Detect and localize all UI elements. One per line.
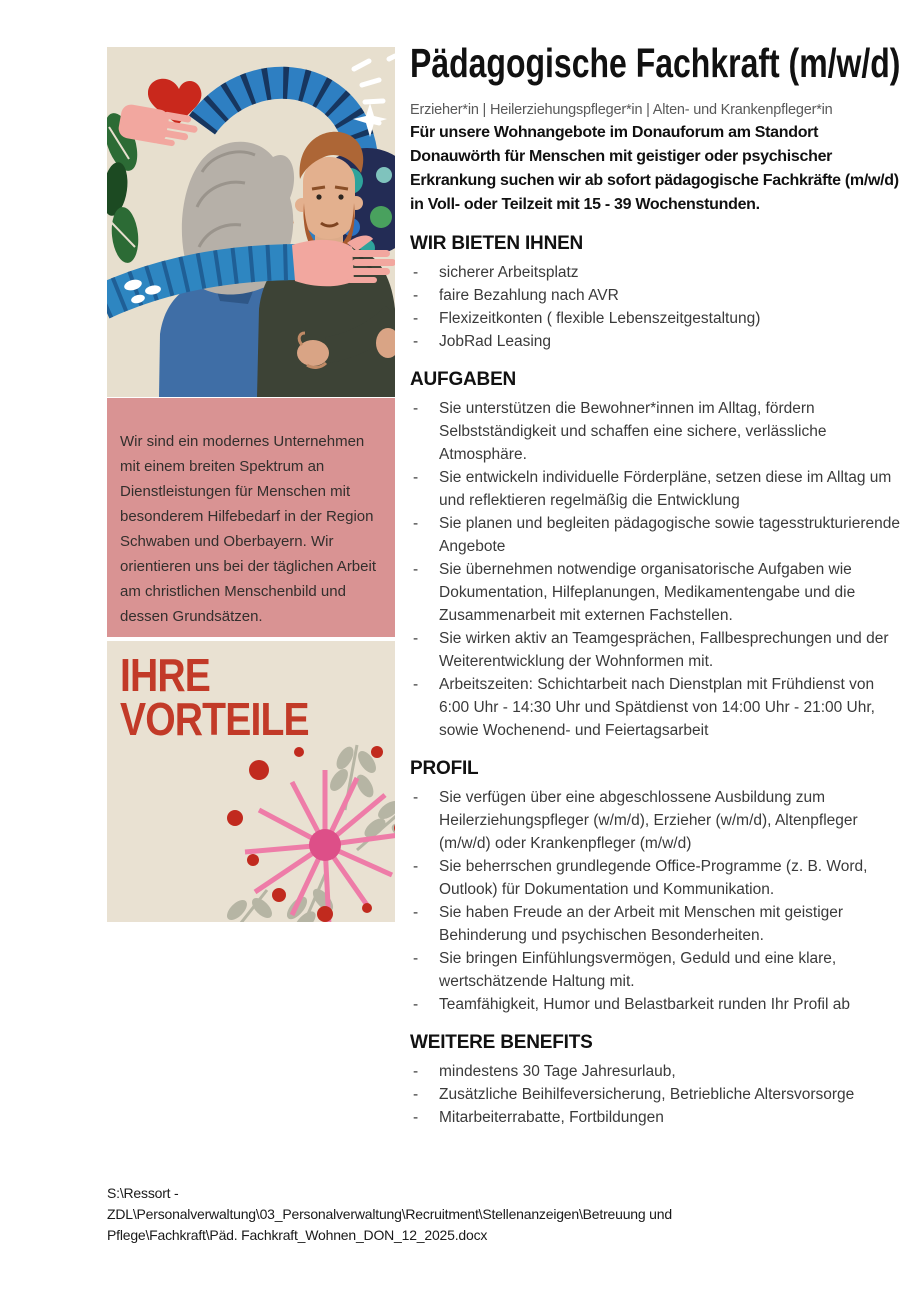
bullet-text: Flexizeitkonten ( flexible Lebenszeitgestaltung) [439,310,761,327]
bullet-text: sicherer Arbeitsplatz [439,264,579,281]
bullet-dash: - [413,904,419,921]
benefits-teaser-box [107,641,395,922]
bullet-text: Sie haben Freude an der Arbeit mit Menschen mit geistiger Behinderung und psychischen Besonderheiten. [439,904,844,944]
job-section [410,757,904,1016]
bullet-dash: - [413,676,419,693]
bullet-text: Sie beherrschen grundlegende Office-Programme (z. B. Word, Outlook) für Dokumentation und Kommunikation. [439,858,868,898]
file-path-line: Pflege\Fachkraft\Päd. Fachkraft_Wohnen_DON_12_2025.docx [107,1227,488,1243]
bullet-text: mindestens 30 Tage Jahresurlaub, [439,1063,676,1080]
bullet-dash: - [413,789,419,806]
bullet-dash: - [413,950,419,967]
file-path-footer [107,1183,837,1246]
bullet-item [410,1106,904,1129]
section-heading: AUFGABEN [410,369,517,390]
bullet-item [410,1060,904,1083]
job-subtitle: Erzieher*in | Heilerziehungspfleger*in | Alten- und Krankenpfleger*in [410,102,833,118]
bullet-item [410,397,904,466]
bullet-text: Sie planen und begleiten pädagogische sowie tagesstrukturierende Angebote [439,515,901,555]
bullet-item [410,786,904,855]
photo-illustration [107,47,395,397]
bullet-text: JobRad Leasing [439,333,552,350]
company-description-box [107,398,395,637]
left-column [107,47,395,922]
bullet-item [410,558,904,627]
bullet-text: Sie verfügen über eine abgeschlossene Ausbildung zum Heilerziehungspfleger (w/m/d), Erzieher (w/m/d), Altenpfleger (m/w/d) oder Krankenpfleger (m/w/d) [439,789,858,852]
bullet-dash: - [413,287,419,304]
bullet-dash: - [413,310,419,327]
company-description-text: Wir sind ein modernes Unternehmen mit einem breiten Spektrum an Dienstleistungen für Menschen mit besonderem Hilfebedarf in der Region Schwaben und Oberbayern. Wir orientieren uns bei der täglichen Arbeit am christlichen Menschenbild und dessen Grundsätzen. [120,433,376,625]
bullet-text: Sie bringen Einfühlungsvermögen, Geduld und eine klare, wertschätzende Haltung mit. [439,950,837,990]
bullet-item [410,855,904,901]
flower-burst-icon [207,740,395,922]
bullet-dash: - [413,630,419,647]
section-heading: WIR BIETEN IHNEN [410,233,584,254]
bullet-item [410,993,904,1016]
bullet-item [410,466,904,512]
section-heading: PROFIL [410,758,479,779]
job-intro: Für unsere Wohnangebote im Donauforum am Standort Donauwörth für Menschen mit geistiger oder psychischer Erkrankung suchen wir ab sofort pädagogische Fachkräfte (m/w/d) in Voll- oder Teilzeit mit 15 - 39 Wochenstunden. [410,124,899,213]
bullet-dash: - [413,400,419,417]
bullet-item [410,284,904,307]
bullet-dash: - [413,264,419,281]
bullet-dash: - [413,469,419,486]
bullet-dash: - [413,561,419,578]
file-path-line: ZDL\Personalverwaltung\03_Personalverwaltung\Recruitment\Stellenanzeigen\Betreuung und [107,1206,672,1222]
bullet-text: Zusätzliche Beihilfeversicherung, Betriebliche Altersvorsorge [439,1086,855,1103]
job-sections [410,232,904,1129]
bullet-dash: - [413,333,419,350]
bullet-dash: - [413,996,419,1013]
bullet-item [410,261,904,284]
bullet-text: Arbeitszeiten: Schichtarbeit nach Dienstplan mit Frühdienst von 6:00 Uhr - 14:30 Uhr und Spätdienst von 14:00 Uhr - 21:00 Uhr, sowie Wochenend- und Feiertagsarbeit [439,676,875,739]
vorteile-heading: IHRE VORTEILE [120,649,309,745]
bullet-item [410,330,904,353]
job-section [410,368,904,742]
bullet-dash: - [413,858,419,875]
job-title: Pädagogische Fachkraft (m/w/d) [410,40,901,86]
job-section [410,232,904,353]
bullet-dash: - [413,1086,419,1103]
bullet-text: Sie wirken aktiv an Teamgesprächen, Fallbesprechungen und der Weiterentwicklung der Wohnformen mit. [439,630,889,670]
bullet-text: Sie entwickeln individuelle Förderpläne, setzen diese im Alltag um und reflektieren regelmäßig die Entwicklung [439,469,892,509]
bullet-item [410,307,904,330]
bullet-item [410,627,904,673]
bullet-text: Teamfähigkeit, Humor und Belastbarkeit runden Ihr Profil ab [439,996,850,1013]
section-heading: WEITERE BENEFITS [410,1032,593,1053]
bullet-text: Mitarbeiterrabatte, Fortbildungen [439,1109,664,1126]
bullet-item [410,901,904,947]
job-section [410,1031,904,1129]
bullet-item [410,1083,904,1106]
main-content [410,40,904,1129]
bullet-dash: - [413,1109,419,1126]
bullet-text: Sie unterstützen die Bewohner*innen im Alltag, fördern Selbstständigkeit und schaffen eine sichere, verlässliche Atmosphäre. [439,400,827,463]
file-path-line: S:\Ressort - [107,1185,179,1201]
bullet-dash: - [413,515,419,532]
bullet-dash: - [413,1063,419,1080]
bullet-text: Sie übernehmen notwendige organisatorische Aufgaben wie Dokumentation, Hilfeplanungen, Medikamentengabe und die Zusammenarbeit mit externen Fachstellen. [439,561,856,624]
bullet-item [410,673,904,742]
bullet-text: faire Bezahlung nach AVR [439,287,619,304]
photo-two-men-talking [107,47,395,397]
bullet-item [410,947,904,993]
bullet-item [410,512,904,558]
